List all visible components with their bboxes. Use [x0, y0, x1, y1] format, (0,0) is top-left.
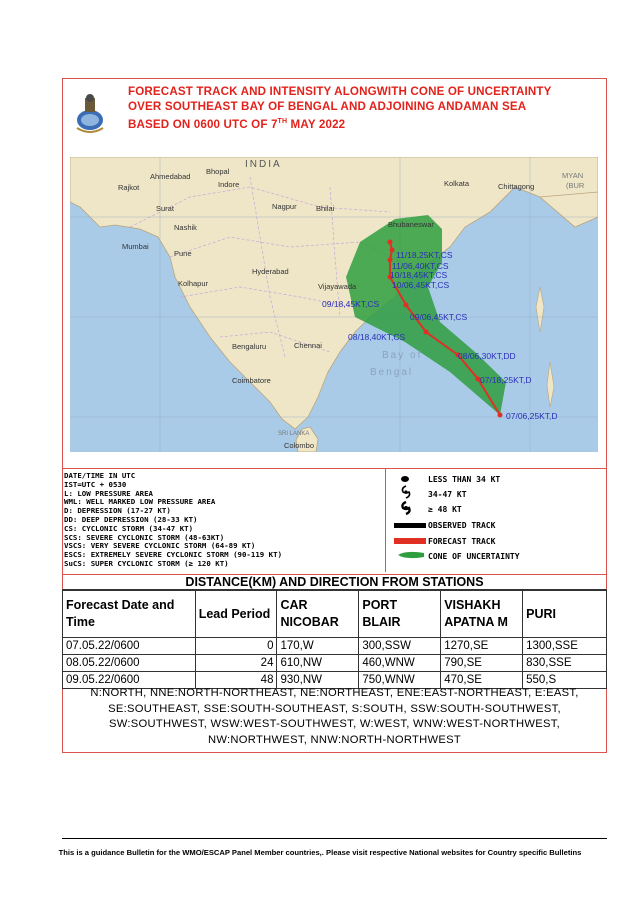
footer-note: This is a guidance Bulletin for the WMO/ESCAP Panel Member countries,. Please visit respective National websites for Country specific Bulletins — [58, 848, 582, 857]
table-cell: 300,SSW — [359, 638, 441, 655]
table-cell: 08.05.22/0600 — [63, 655, 196, 672]
distance-table — [62, 590, 607, 689]
place-label: Bhopal — [206, 167, 230, 176]
place-label: SRI LANKA — [278, 431, 310, 437]
place-label: Surat — [156, 204, 174, 213]
table-cell: 790,SE — [441, 655, 523, 672]
track-label: 08/06,30KT,DD — [458, 351, 516, 361]
forecast-track-swatch — [394, 538, 426, 544]
place-label: Nagpur — [272, 202, 297, 211]
table-cell: 830,SSE — [523, 655, 607, 672]
abbreviation-list — [64, 472, 384, 569]
legend-divider — [385, 468, 386, 572]
table-cell: 470,SE — [441, 672, 523, 689]
key-observed: OBSERVED TRACK — [428, 521, 496, 530]
place-label: Vijayawada — [318, 282, 357, 291]
cone-swatch-icon — [396, 550, 426, 560]
track-label: 07/18,25KT,D — [480, 375, 532, 385]
table-cell: 24 — [195, 655, 277, 672]
table-cell: 460,WNW — [359, 655, 441, 672]
table-cell: 1300,SSE — [523, 638, 607, 655]
place-label: MYAN — [562, 171, 584, 180]
title-line-2: OVER SOUTHEAST BAY OF BENGAL AND ADJOINING ANDAMAN SEA — [128, 100, 527, 113]
abbr-line: WML: WELL MARKED LOW PRESSURE AREA — [64, 497, 216, 507]
track-label: 11/18,25KT,CS — [396, 250, 453, 260]
cyclone-symbol-icon — [400, 485, 412, 499]
table-cell: 0 — [195, 638, 277, 655]
table-cell: 750,WNW — [359, 672, 441, 689]
low-intensity-symbol-icon — [400, 475, 410, 483]
place-label: INDIA — [245, 159, 282, 170]
imd-emblem-icon — [73, 92, 107, 134]
track-label: 11/06,40KT,CS — [392, 261, 449, 271]
header-cell: Lead Period — [195, 591, 277, 638]
place-label: Bhubaneswar — [388, 220, 434, 229]
table-row — [63, 638, 607, 655]
place-label: (BUR — [566, 181, 585, 190]
table-cell: 610,NW — [277, 655, 359, 672]
abbr-line: DD: DEEP DEPRESSION (28-33 KT) — [64, 514, 198, 524]
header-cell: CAR NICOBAR — [277, 591, 359, 638]
place-label: Hyderabad — [252, 267, 289, 276]
bulletin-title — [128, 84, 598, 132]
sea-label: Bay of — [382, 350, 423, 361]
observed-track-swatch — [394, 523, 426, 528]
key-forecast: FORECAST TRACK — [428, 537, 496, 546]
place-label: Chennai — [294, 341, 322, 350]
place-label: Nashik — [174, 223, 197, 232]
abbr-line: L: LOW PRESSURE AREA — [64, 488, 153, 498]
header-cell: VISHAKH APATNA M — [441, 591, 523, 638]
title-line-3: BASED ON 0600 UTC OF 7TH MAY 2022 — [128, 117, 346, 131]
abbr-line: CS: CYCLONIC STORM (34-47 KT) — [64, 523, 194, 533]
track-label: 10/06,45KT,CS — [392, 280, 450, 290]
abbr-line: SCS: SEVERE CYCLONIC STORM (48-63KT) — [64, 532, 225, 542]
header-cell: Forecast Date and Time — [63, 591, 196, 638]
sea-label: Bengal — [370, 367, 414, 378]
table-cell: 1270,SE — [441, 638, 523, 655]
table-cell: 550,S — [523, 672, 607, 689]
place-label: Colombo — [284, 441, 315, 450]
table-cell: 07.05.22/0600 — [63, 638, 196, 655]
direction-abbreviations: N:NORTH, NNE:NORTH-NORTHEAST, NE:NORTHEAST, ENE:EAST-NORTHEAST, E:EAST, SE:SOUTHEAST, SSE:SOUTH-SOUTHEAST, S:SOUTH, SSW:SOUTH-SOUTHWEST, SW:SOUTHWEST, WSW:WEST-SOUTHWEST, W:WEST, WNW:WEST-NORTHWEST, NW:NORTHWEST, NNW:NORTH-NORTHWEST — [90, 687, 579, 746]
title-line-1: FORECAST TRACK AND INTENSITY ALONGWITH CONE OF UNCERTAINTY — [128, 85, 552, 98]
key-cone: CONE OF UNCERTAINTY — [428, 552, 520, 561]
table-cell: 09.05.22/0600 — [63, 672, 196, 689]
place-label: Chittagong — [498, 182, 535, 191]
track-label: 10/18,45KT,CS — [390, 270, 448, 280]
abbr-line: IST=UTC + 0530 — [64, 479, 127, 489]
abbr-line: DATE/TIME IN UTC — [64, 471, 136, 480]
abbr-line: VSCS: VERY SEVERE CYCLONIC STORM (64-89 KT) — [64, 541, 256, 551]
abbr-line: D: DEPRESSION (17-27 KT) — [64, 506, 171, 516]
place-label: Ahmedabad — [150, 172, 191, 181]
key-34-47: 34-47 KT — [428, 490, 467, 499]
place-label: Rajkot — [118, 183, 140, 192]
place-label: Kolkata — [444, 179, 470, 188]
header-cell: PORT BLAIR — [359, 591, 441, 638]
track-label: 07/06,25KT,D — [506, 411, 558, 421]
track-label: 08/18,40KT,CS — [348, 332, 406, 342]
place-label: Indore — [218, 180, 240, 189]
key-less-34: LESS THAN 34 KT — [428, 475, 501, 484]
track-label: 09/18,45KT,CS — [322, 299, 380, 309]
table-cell: 48 — [195, 672, 277, 689]
abbr-line: ESCS: EXTREMELY SEVERE CYCLONIC STORM (90-119 KT) — [64, 550, 283, 560]
place-label: Bhilai — [316, 204, 335, 213]
header-cell: PURI — [523, 591, 607, 638]
place-label: Kolhapur — [178, 279, 209, 288]
abbr-line: SuCS: SUPER CYCLONIC STORM (≥ 120 KT) — [64, 558, 229, 568]
place-label: Bengaluru — [232, 342, 267, 351]
place-label: Pune — [174, 249, 192, 258]
place-label: Mumbai — [122, 242, 149, 251]
severe-cyclone-symbol-icon — [400, 501, 412, 515]
table-row — [63, 655, 607, 672]
table-cell: 170,W — [277, 638, 359, 655]
table-header-row — [63, 591, 607, 638]
track-label: 09/06,45KT,CS — [410, 312, 468, 322]
key-ge-48: ≥ 48 KT — [428, 505, 462, 514]
place-label: Coimbatore — [232, 376, 271, 385]
forecast-track-map — [70, 157, 598, 452]
distance-table-title: DISTANCE(KM) AND DIRECTION FROM STATIONS — [62, 574, 607, 590]
table-cell: 930,NW — [277, 672, 359, 689]
footer-rule — [62, 838, 607, 839]
